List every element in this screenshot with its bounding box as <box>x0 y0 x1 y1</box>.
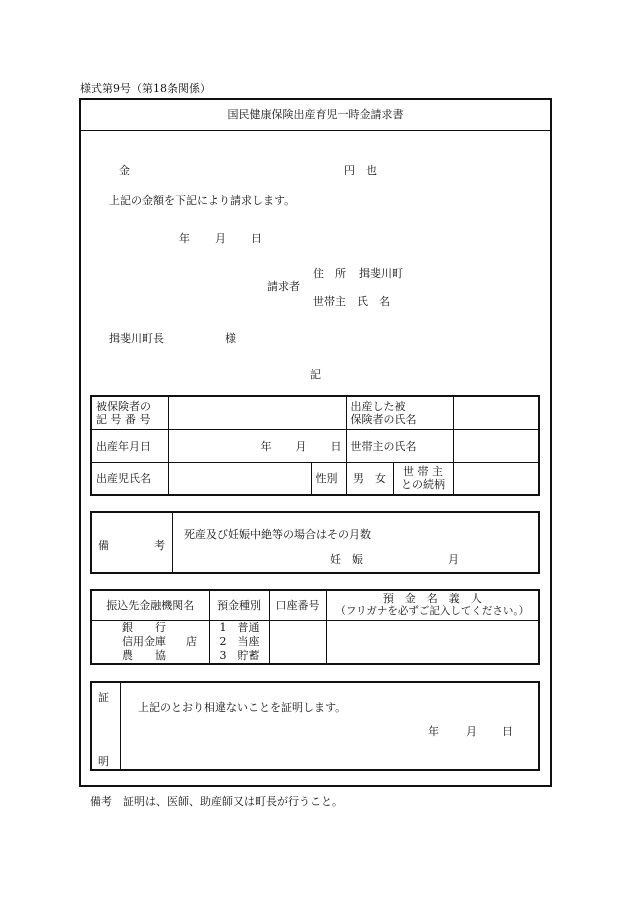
date-day: 日 <box>251 232 262 245</box>
sex-options[interactable]: 男 女 <box>346 462 393 495</box>
request-statement: 上記の金額を下記により請求します。 <box>109 194 296 207</box>
birth-insured-field[interactable] <box>453 396 539 429</box>
deposit-type-field[interactable]: 1 普通 2 当座 3 貯蓄 <box>209 620 269 664</box>
birth-date-field[interactable]: 年 月 日 <box>168 429 346 462</box>
remarks-divider <box>172 513 173 572</box>
holder-field[interactable] <box>326 620 539 664</box>
account-no-field[interactable] <box>269 620 326 664</box>
child-name-label: 出産児氏名 <box>91 462 168 495</box>
remarks-pregnancy: 妊 娠 <box>330 553 363 566</box>
certification-label-2: 明 <box>98 755 109 768</box>
head-name-label: 世帯主 氏 名 <box>313 295 390 308</box>
header-holder: 預 金 名 義 人 （フリガナを必ずご記入してください。） <box>326 590 539 620</box>
date-month: 月 <box>215 232 226 245</box>
remarks-label-2: 考 <box>154 539 165 552</box>
relation-field[interactable] <box>453 462 539 495</box>
remarks-line1: 死産及び妊娠中絶等の場合はその月数 <box>184 528 371 541</box>
amount-unit: 円 也 <box>344 164 377 177</box>
certification-year: 年 <box>428 725 439 738</box>
addressee-name: 揖斐川町長 <box>109 332 164 345</box>
head-name-table-label: 世帯主の氏名 <box>346 429 453 462</box>
head-name-field[interactable] <box>453 429 539 462</box>
header-deposit-type: 預金種別 <box>209 590 269 620</box>
claimant-label: 請求者 <box>267 280 300 293</box>
bank-table <box>90 589 540 665</box>
remarks-month: 月 <box>448 553 459 566</box>
birth-date-label: 出産年月日 <box>91 429 168 462</box>
certification-text: 上記のとおり相違ないことを証明します。 <box>138 701 347 714</box>
header-institution: 振込先金融機関名 <box>91 590 209 620</box>
certification-box <box>90 681 540 771</box>
ki-label: 記 <box>310 368 321 381</box>
footnote: 備考 証明は、医師、助産師又は町長が行うこと。 <box>90 795 343 808</box>
sex-label: 性別 <box>311 462 346 495</box>
form-title: 国民健康保険出産育児一時金請求書 <box>81 100 550 131</box>
remarks-box <box>90 511 540 574</box>
certification-day: 日 <box>502 725 513 738</box>
insured-number-label: 被保険者の 記 号 番 号 <box>91 396 168 429</box>
form-number: 様式第9号（第18条関係） <box>80 82 211 95</box>
addressee-honorific: 様 <box>225 332 236 345</box>
date-year: 年 <box>179 232 190 245</box>
insured-number-field[interactable] <box>168 396 346 429</box>
certification-label-1: 証 <box>98 691 109 704</box>
certification-month: 月 <box>466 725 477 738</box>
header-account-no: 口座番号 <box>269 590 326 620</box>
institution-field[interactable]: 銀 行 信用金庫 店 農 協 <box>91 620 209 664</box>
address-value: 揖斐川町 <box>359 267 403 280</box>
remarks-label-1: 備 <box>98 539 109 552</box>
relation-label: 世 帯 主 との続柄 <box>393 462 453 495</box>
amount-label: 金 <box>119 164 130 177</box>
insured-info-table <box>90 395 540 496</box>
address-label: 住 所 <box>313 267 346 280</box>
birth-insured-label: 出産した被 保険者の氏名 <box>346 396 453 429</box>
child-name-field[interactable] <box>168 462 311 495</box>
certification-divider <box>120 683 121 769</box>
